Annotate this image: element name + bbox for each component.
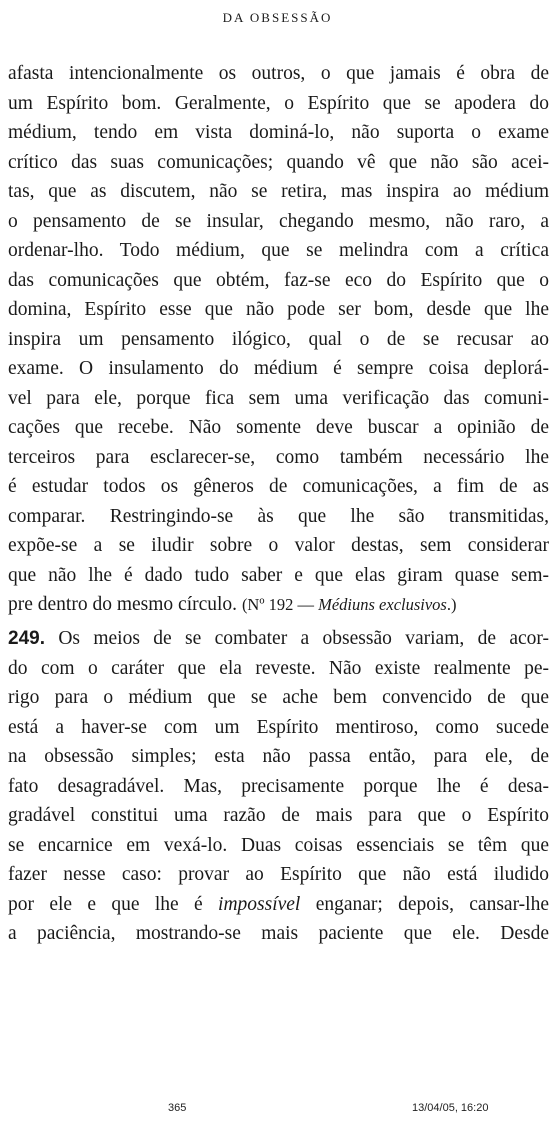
emphasis: impossível — [218, 893, 301, 915]
running-head: DA OBSESSÃO — [222, 10, 333, 25]
text-line: vel para ele, porque fica sem uma verificação das comuni- — [8, 387, 549, 409]
text-line: gradável constitui uma razão de mais para que o Espírito — [8, 805, 549, 826]
text-line: terceiros para esclarecer-se, como também necessário lhe — [8, 446, 549, 468]
text-line: rigo para o médium que se ache bem convencido de que — [8, 687, 549, 708]
text-line: crítico das suas comunicações; quando vê que não são acei- — [8, 151, 549, 173]
text-line: um Espírito bom. Geralmente, o Espírito que se apodera do — [8, 92, 549, 114]
text-line: está a haver-se com um Espírito mentiroso, como sucede — [8, 716, 549, 738]
text-line: médium, tendo em vista dominá-lo, não suporta o exame — [8, 122, 549, 143]
text-line: o pensamento de se insular, chegando mesmo, não raro, a — [8, 210, 549, 232]
text-line-last — [8, 590, 549, 620]
text-line: inspira um pensamento ilógico, qual o de se recusar ao — [8, 328, 549, 350]
text-line: é estudar todos os gêneros de comunicações, a fim de as — [8, 476, 549, 497]
text-line: que não lhe é dado tudo saber e que elas giram quase sem- — [8, 564, 549, 586]
text-line: cações que recebe. Não somente deve buscar a opinião de — [8, 417, 549, 438]
section-number: 249. — [8, 628, 45, 649]
text-line: ordenar-lho. Todo médium, que se melindra com a crítica — [8, 240, 549, 261]
text-line: das comunicações que obtém, faz-se eco do Espírito que o — [8, 269, 549, 291]
text-line: afasta intencionalmente os outros, o que jamais é obra de — [8, 63, 549, 84]
text-line: fazer nesse caso: provar ao Espírito que não está iludido — [8, 864, 549, 885]
text-line: domina, Espírito esse que não pode ser bom, desde que lhe — [8, 299, 549, 320]
text-line: se encarnice em vexá-lo. Duas coisas essenciais se têm que — [8, 834, 549, 856]
cross-reference-close: .) — [446, 595, 457, 614]
text-line: expõe-se a se iludir sobre o valor destas, sem considerar — [8, 535, 549, 556]
text-line: exame. O insulamento do médium é sempre coisa deplorá- — [8, 358, 549, 379]
text-line: fato desagradável. Mas, precisamente porque lhe é desa- — [8, 775, 549, 797]
cross-reference-title: Médiuns exclusivos — [318, 595, 447, 614]
text-line-italic — [8, 890, 549, 920]
text-line: tas, que as discutem, não se retira, mas inspira ao médium — [8, 181, 549, 202]
text-line-content: enganar; depois, cansar-lhe — [300, 893, 549, 915]
text-line: comparar. Restringindo-se às que lhe são transmitidas, — [8, 505, 549, 527]
text-line-content: Os meios de se combater a obsessão variam, de acor- — [44, 628, 549, 649]
cross-reference — [242, 595, 457, 614]
text-line: a paciência, mostrando-se mais paciente que ele. Desde — [8, 923, 549, 944]
print-timestamp: 13/04/05, 16:20 — [412, 1102, 489, 1114]
paragraph-249 — [8, 624, 549, 949]
text-line-first — [8, 624, 549, 654]
text-line-content: pre dentro do mesmo círculo. — [8, 594, 238, 615]
cross-reference-open: (Nº 192 — — [241, 595, 319, 614]
page-number: 365 — [168, 1102, 187, 1114]
paragraph-1 — [8, 59, 549, 620]
text-line: do com o caráter que ela reveste. Não existe realmente pe- — [8, 657, 549, 679]
text-line-content: por ele e que lhe é — [8, 893, 219, 915]
text-line: na obsessão simples; esta não passa então, para ele, de — [8, 746, 549, 767]
